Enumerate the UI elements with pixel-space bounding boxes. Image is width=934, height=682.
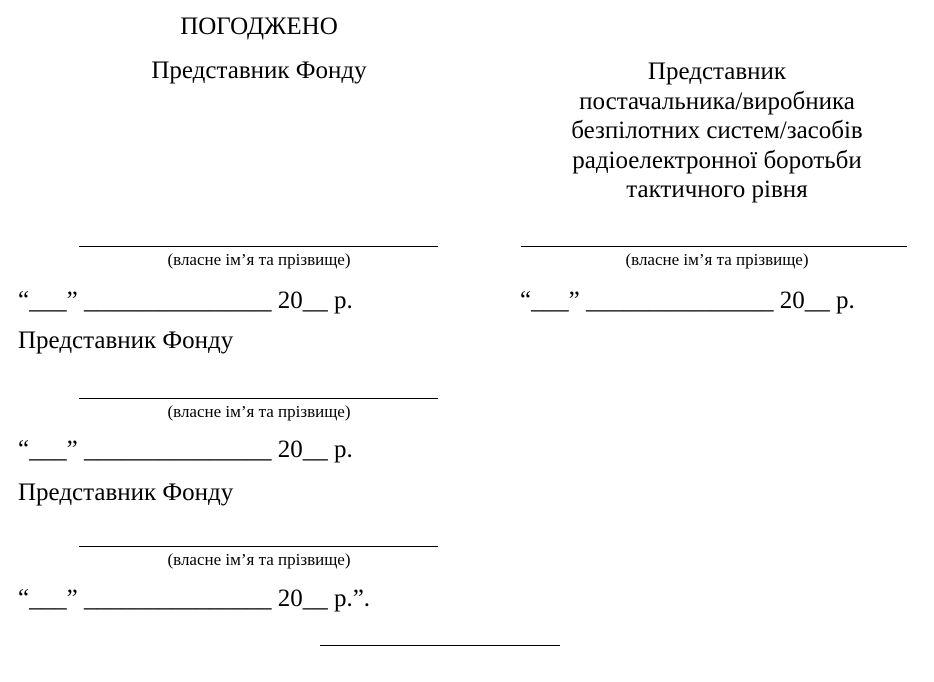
signature-line-3 [79,546,438,547]
supplier-date-line: “___” _______________ 20__ р. [520,287,855,314]
closing-separator-line [320,645,560,646]
fund-representative-title-3: Представник Фонду [18,479,234,506]
signature-line-1 [79,246,438,247]
signature-caption-2: (власне ім’я та прізвище) [167,402,351,421]
date-line-3: “___” _______________ 20__ р.”. [18,585,371,612]
signature-caption-1: (власне ім’я та прізвище) [167,250,351,269]
supplier-title-line-1: Представник [647,58,787,85]
supplier-title-line-5: тактичного рівня [626,176,808,203]
supplier-title-line-4: радіоелектронної боротьби [572,146,862,174]
supplier-signature-caption: (власне ім’я та прізвище) [625,250,809,269]
supplier-signature-line [521,246,907,247]
supplier-representative-title [527,57,907,205]
date-line-2: “___” _______________ 20__ р. [18,436,353,463]
fund-representative-title-2: Представник Фонду [18,327,234,354]
signature-line-2 [79,398,438,399]
date-line-1: “___” _______________ 20__ р. [18,287,353,314]
supplier-title-line-3: безпілотних систем/засобів [571,117,863,144]
fund-representative-title: Представник Фонду [151,57,367,84]
supplier-title-line-2: постачальника/виробника [579,87,855,115]
signature-caption-3: (власне ім’я та прізвище) [167,550,351,569]
approved-heading: ПОГОДЖЕНО [180,13,338,40]
